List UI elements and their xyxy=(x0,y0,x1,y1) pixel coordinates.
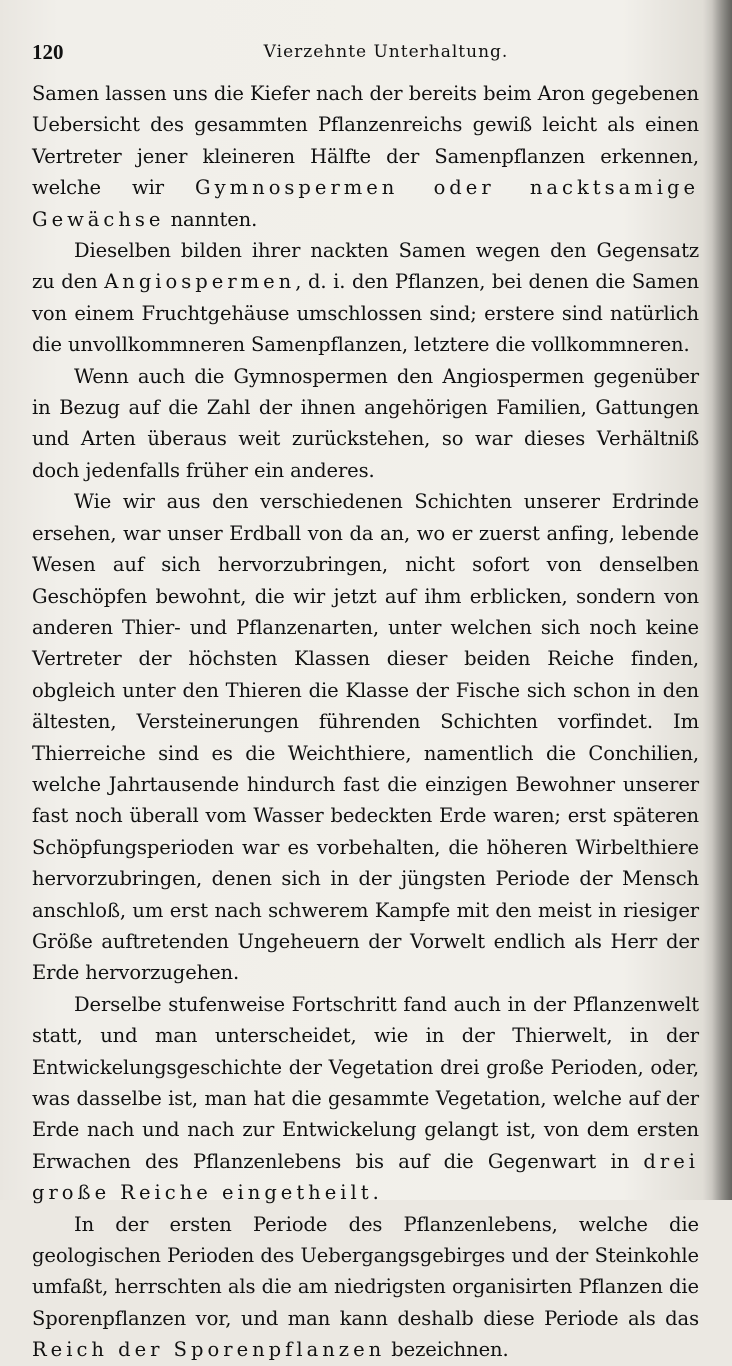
body-text xyxy=(32,78,699,1366)
paragraph-text: Derselbe stufenweise Fortschritt fand auch in der Pflanzenwelt statt, und man unterscheidet, wie in der Thierwelt, in der Entwickelungsgeschichte der Vegetation drei große Perioden, oder, was dasselbe ist, man hat die gesammte Vegetation, welche auf der Erde nach und nach zur Entwickelung gelangt ist, von dem ersten Erwachen des Pflanzenlebens bis auf die Gegenwart in xyxy=(32,992,699,1173)
paragraph-text: bezeichnen. xyxy=(385,1338,509,1362)
spaced-emphasis: Reich der Sporenpflanzen xyxy=(32,1338,386,1362)
paragraph-2 xyxy=(32,235,699,361)
paragraph-text: Dieselben bilden ihrer nackten Samen wegen den Gegensatz zu den xyxy=(32,239,699,294)
paragraph-text: . xyxy=(372,1181,379,1205)
paragraph-4 xyxy=(32,486,699,989)
paragraph-text: , d. i. den Pflanzen, bei denen die Samen von einem Fruchtgehäuse umschlossen sind; erstere sind natürlich die unvollkommneren Samenpflanzen, letztere die vollkommneren. xyxy=(32,270,699,357)
paragraph-text: Wie wir aus den verschiedenen Schichten unserer Erdrinde ersehen, war unser Erdball von da an, wo er zuerst anfing, lebende Wesen auf sich hervorzubringen, nicht sofort von denselben Geschöpfen bewohnt, die wir jetzt auf ihm erblicken, sondern von anderen Thier- und Pflanzenarten, unter welchen sich noch keine Vertreter der höchsten Klassen dieser beiden Reiche finden, obgleich unter den Thieren die Klasse der Fische sich schon in den ältesten, Versteinerungen führenden Schichten vorfindet. Im Thierreiche sind es die Weichthiere, namentlich die Conchilien, welche Jahrtausende hindurch fast die einzigen Bewohner unserer fast noch überall vom Wasser bedeckten Erde waren; erst späteren Schöpfungsperioden war es vorbehalten, die höheren Wirbelthiere hervorzubringen, denen sich in der jüngsten Periode der Mensch anschloß, um erst nach schwerem Kampfe mit den meist in riesiger Größe auftretenden Ungeheuern der Vorwelt endlich als Herr der Erde hervorzugehen. xyxy=(32,490,699,985)
page-edge-shadow xyxy=(712,0,732,1200)
paragraph-text: Samen lassen uns die Kiefer nach der bereits beim Aron gegebenen Uebersicht des gesammten Pflanzenreichs gewiß leicht als einen Vertreter jener kleineren Hälfte der Samenpflanzen erkennen, welche wir xyxy=(32,82,699,200)
page-number: 120 xyxy=(32,40,64,64)
paragraph-text: Wenn auch die Gymnospermen den Angiospermen gegenüber in Bezug auf die Zahl der ihnen angehörigen Familien, Gattungen und Arten überaus weit zurückstehen, so war dieses Verhältniß doch jedenfalls früher ein anderes. xyxy=(32,364,699,482)
paragraph-1 xyxy=(32,78,699,235)
paragraph-text: In der ersten Periode des Pflanzenlebens, welche die geologischen Perioden des Uebergangsgebirges und der Steinkohle umfaßt, herrschten als die am niedrigsten organisirten Pflanzen die Sporenpflanzen vor, und man kann deshalb diese Periode als das xyxy=(32,1212,699,1330)
paragraph-text: nannten. xyxy=(164,207,258,231)
running-head: Vierzehnte Unterhaltung. xyxy=(263,42,509,62)
paragraph-6 xyxy=(32,1209,699,1366)
paragraph-5 xyxy=(32,989,699,1209)
spaced-emphasis: Gymnospermen oder nacktsamige Gewächse xyxy=(32,176,699,231)
page-header xyxy=(32,40,700,70)
paragraph-3 xyxy=(32,361,699,487)
spaced-emphasis: Angiospermen xyxy=(104,270,296,294)
spaced-emphasis: drei große Reiche eingetheilt xyxy=(32,1149,699,1205)
